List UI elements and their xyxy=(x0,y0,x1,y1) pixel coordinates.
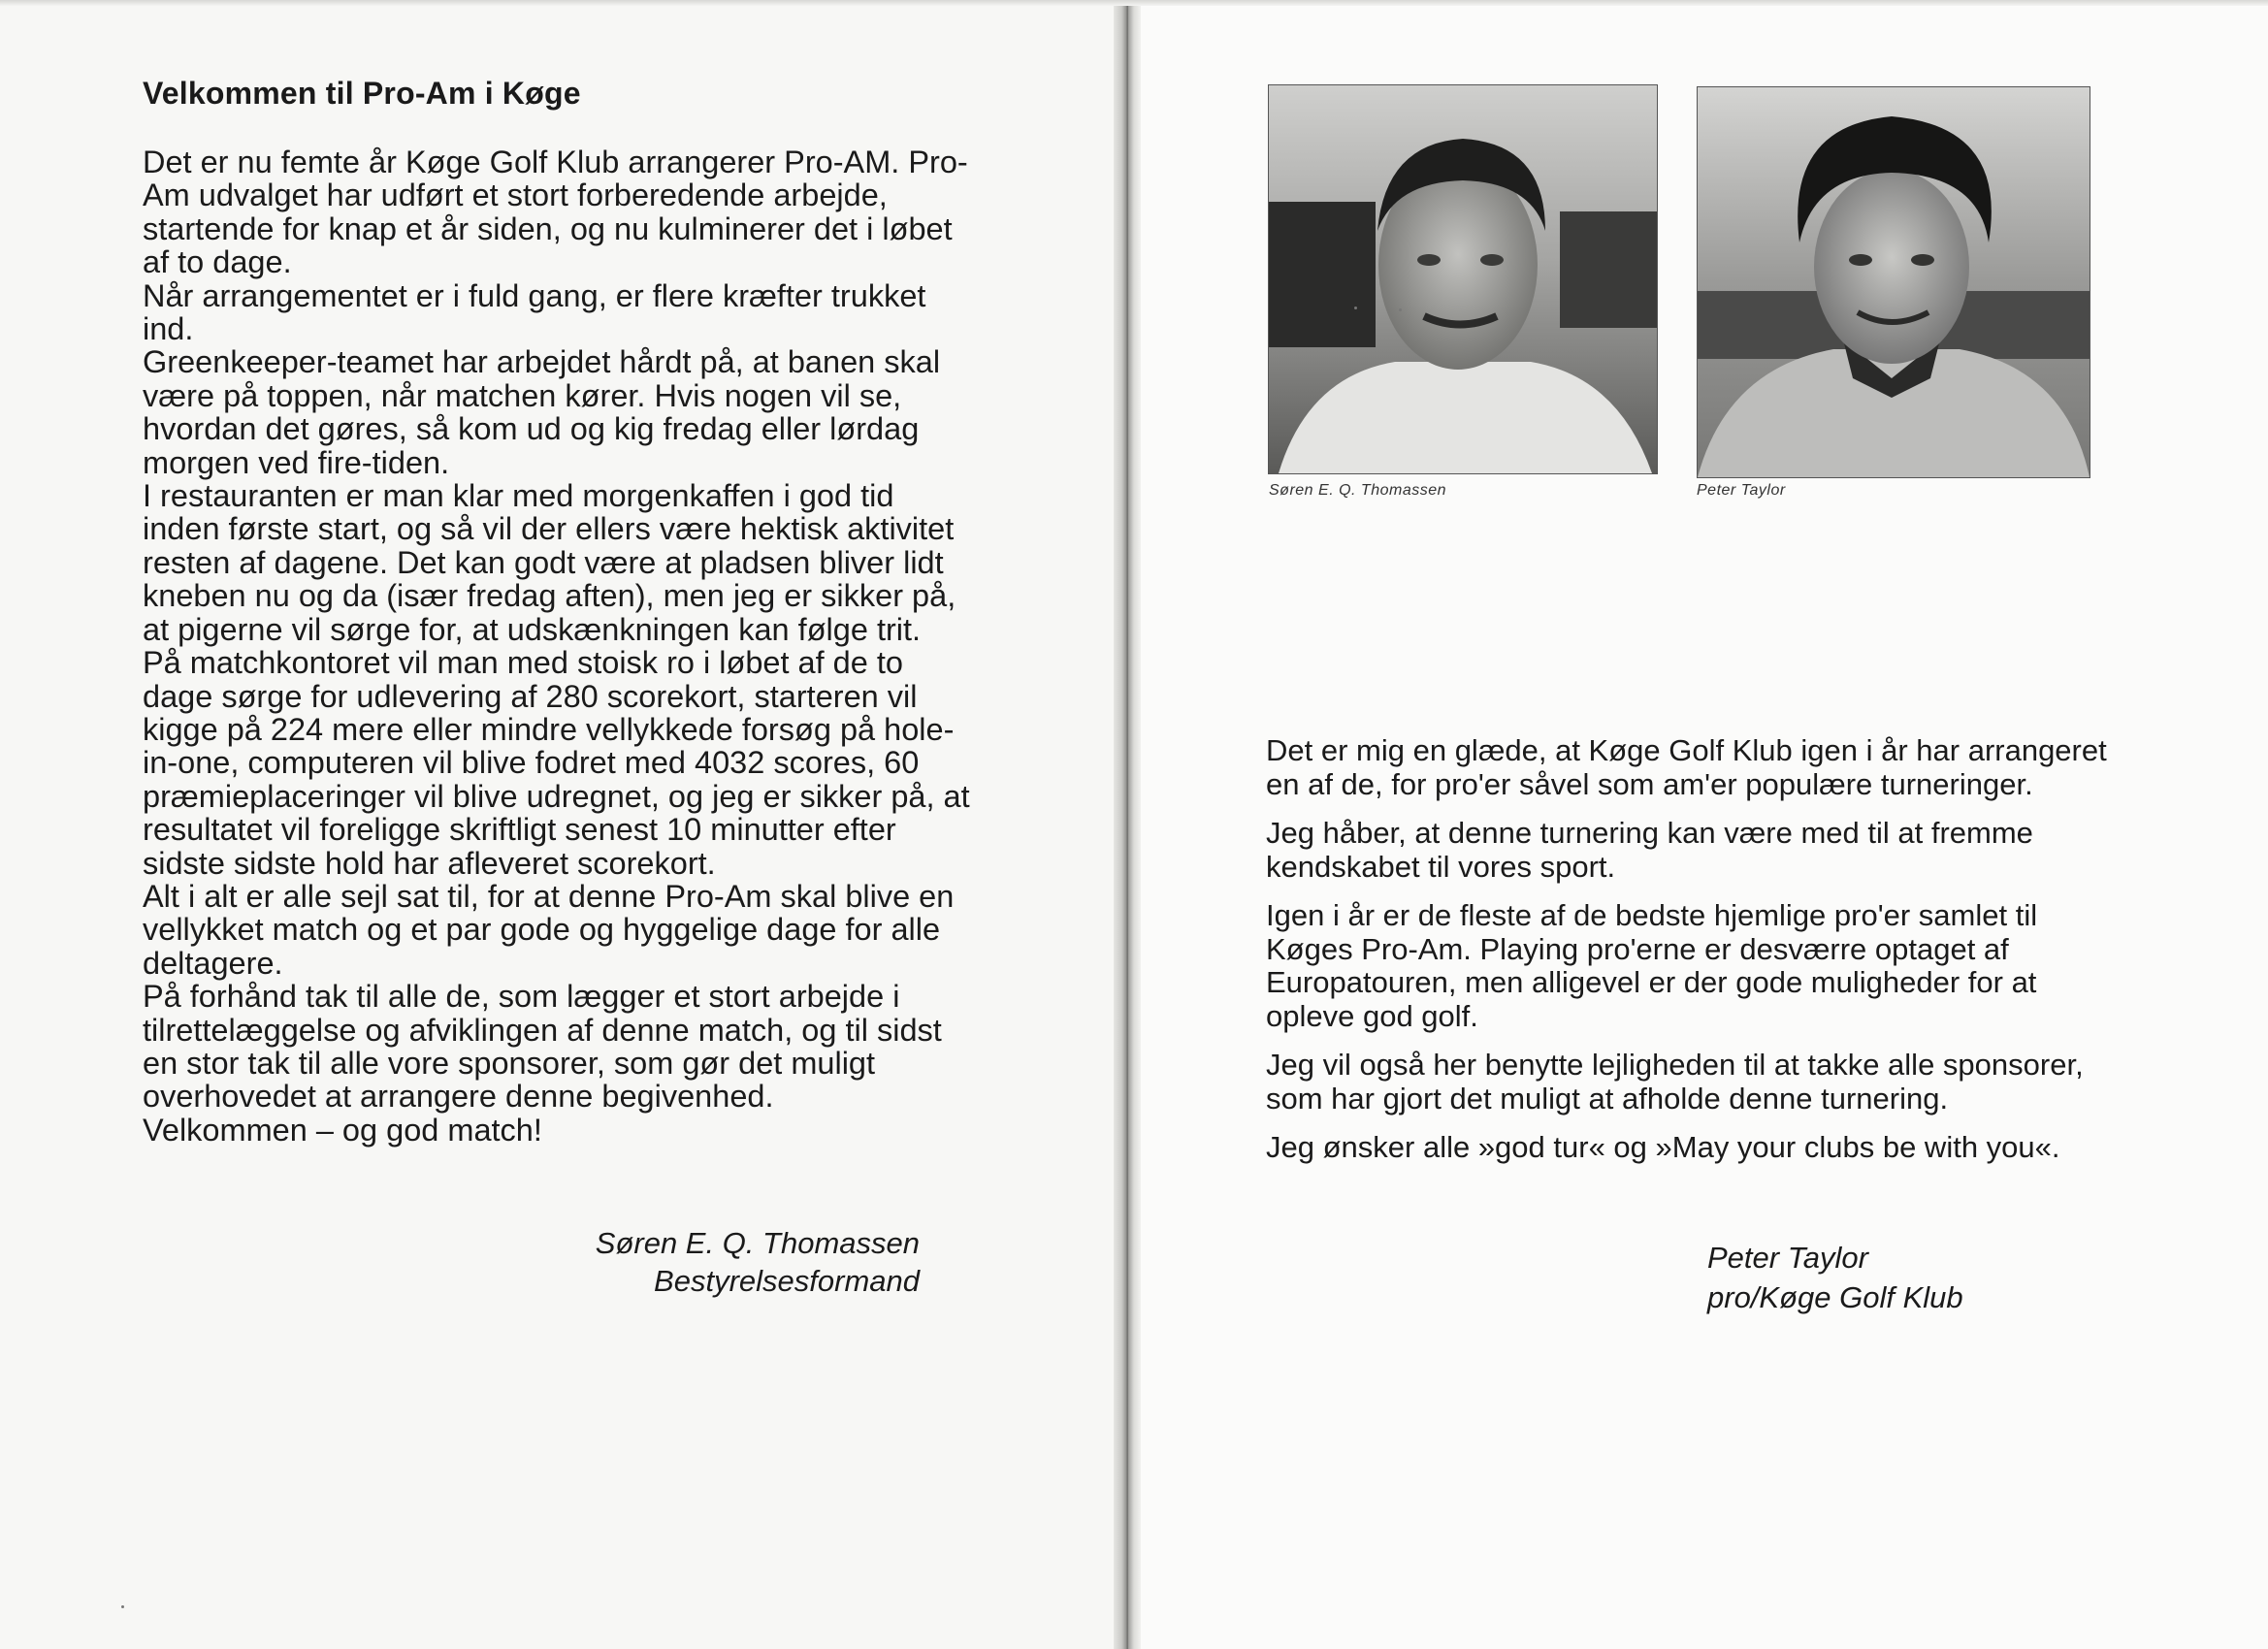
scan-speck xyxy=(1354,307,1357,309)
portrait-image xyxy=(1269,85,1657,473)
paragraph: Når arrangementet er i fuld gang, er flere kræfter trukket ind. xyxy=(143,277,926,347)
paragraph: I restauranten er man klar med morgenkaffen i god tid inden første start, og så vil der ellers være hektisk aktivitet resten af dagene. Det kan godt være at pladsen bliver lidt kneben nu og da (især fredag aften), men jeg er sikker på, at pigerne vil sørge for, at udskænkningen kan følge trit. xyxy=(143,478,956,647)
portrait-image xyxy=(1698,87,2090,477)
paragraph: Det er mig en glæde, at Køge Golf Klub igen i år har arrangeret en af de, for pro'er såvel som am'er populære turneringer. xyxy=(1266,733,2107,801)
signature-name: Peter Taylor xyxy=(1707,1241,1868,1275)
paragraph: Jeg vil også her benytte lejligheden til at takke alle sponsorer, som har gjort det muligt at afholde denne turnering. xyxy=(1266,1048,2084,1116)
photo-caption: Søren E. Q. Thomassen xyxy=(1269,482,1447,499)
pro-letter-body xyxy=(1266,734,2120,1180)
signature-title: pro/Køge Golf Klub xyxy=(1707,1280,1963,1314)
paragraph: Velkommen – og god match! xyxy=(143,1112,542,1148)
paragraph: Greenkeeper-teamet har arbejdet hårdt på, at banen skal være på toppen, når matchen kører. Hvis nogen vil se, hvordan det gøres, så kom ud og kig fredag eller lørdag morgen ved fire-tiden. xyxy=(143,344,941,480)
signature-name: Søren E. Q. Thomassen xyxy=(595,1226,920,1260)
scan-edge xyxy=(0,0,2268,6)
paragraph: Jeg ønsker alle »god tur« og »May your clubs be with you«. xyxy=(1266,1130,2060,1164)
photo-caption: Peter Taylor xyxy=(1697,482,1786,499)
signature-block xyxy=(543,1224,920,1300)
welcome-letter-body xyxy=(143,146,977,1147)
signature-title: Bestyrelsesformand xyxy=(654,1264,920,1298)
scan-speck xyxy=(1399,308,1402,311)
paragraph: På matchkontoret vil man med stoisk ro i løbet af de to dage sørge for udlevering af 280 scorekort, starteren vil kigge på 224 mere eller mindre vellykkede forsøg på hole-in-one, computeren vil blive fodret med 4032 scores, 60 præmieplaceringer vil blive udregnet, og jeg er sikker på, at resultatet vil foreligge skriftligt senest 10 minutter efter sidste sidste hold har afleveret scorekort. xyxy=(143,645,970,881)
scan-speck xyxy=(121,1605,124,1608)
paragraph: Jeg håber, at denne turnering kan være med til at fremme kendskabet til vores sport. xyxy=(1266,816,2033,884)
paragraph: Alt i alt er alle sejl sat til, for at denne Pro-Am skal blive en vellykket match og et par gode og hyggelige dage for alle deltagere. xyxy=(143,878,955,981)
paragraph: Det er nu femte år Køge Golf Klub arrangerer Pro-AM. Pro-Am udvalget har udført et stort forberedende arbejde, startende for knap et år siden, og nu kulminerer det i løbet af to dage. xyxy=(143,145,968,280)
portrait-photo-taylor xyxy=(1697,86,2090,478)
paragraph: På forhånd tak til alle de, som lægger et stort arbejde i tilrettelæggelse og afviklingen af denne match, og til sidst en stor tak til alle vore sponsorer, som gør det muligt overhovedet at arrangere denne begivenhed. xyxy=(143,979,942,1115)
left-page xyxy=(0,0,1123,1649)
page-title: Velkommen til Pro-Am i Køge xyxy=(143,76,581,111)
portrait-photo-thomassen xyxy=(1268,84,1658,474)
page-gutter xyxy=(1114,0,1141,1649)
paragraph: Igen i år er de fleste af de bedste hjemlige pro'er samlet til Køges Pro-Am. Playing pro'erne er desværre optaget af Europatouren, men alligevel er der gode muligheder for at opleve god golf. xyxy=(1266,898,2038,1033)
signature-block xyxy=(1707,1238,2057,1317)
